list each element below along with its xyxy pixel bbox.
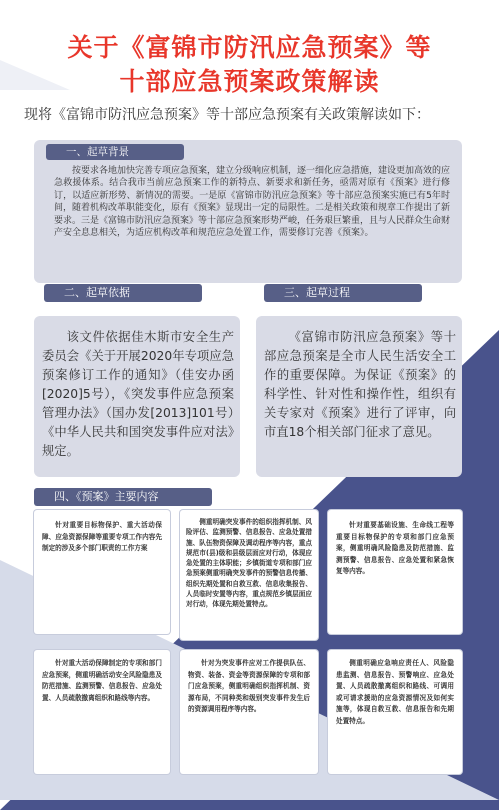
content-card-text: 针对重要基础设施、生命线工程等重要目标物保护的专项和部门应急预案，侧重明确风险隐患及防范措施、监测预警、信息报告、应急处置和紧急恢复等内容。 xyxy=(336,521,454,576)
content-card-text: 侧重明确应急响应责任人、风险隐患监测、信息报告、预警响应、应急处置、人员疏散撤离组织和路线、可调用或可请求援助的应急资源情况及如何实施等，体现自救互救、信息报告和先期处置特点。 xyxy=(336,659,454,725)
section3-heading: 三、起草过程 xyxy=(264,284,422,302)
content-card-text: 侧重明确突发事件的组织指挥机制、风险评估、监测预警、信息报告、应急处置措施、队伍物资保障及调动程序等内容，重点规范市(县)级和县级层面应对行动，体现应急处置的主体职能；乡镇街道专项和部门应急预案侧重明确突发事件的预警信息传播、组织先期处置和自救互救、信息收集报告、人员临时安置等内容，重点规范乡镇层面应对行动，体现先期处置特点。 xyxy=(186,518,312,609)
intro-text: 现将《富锦市防汛应急预案》等十部应急预案有关政策解读如下： xyxy=(24,107,430,123)
section2-heading: 二、起草依据 xyxy=(44,284,202,302)
page-title-line2: 十部应急预案政策解读 xyxy=(119,67,380,96)
section3-body: 《富锦市防汛应急预案》等十部应急预案是全市人民生活安全工作的重要保障。为保证《预案》的科学性、针对性和操作性，组织有关专家对《预案》进行了评审，向市直18个相关部门征求了意见。 xyxy=(264,330,456,439)
section4-heading: 四、《预案》主要内容 xyxy=(34,488,212,506)
section1-heading: 一、起草背景 xyxy=(46,144,184,160)
section1-body: 按要求各地加快完善专项应急预案，建立分级响应机制，逐一细化应急措施，建设更加高效的应急救援体系。结合我市当前应急预案工作的新特点、新要求和新任务，亟需对原有《预案》进行修订，以适应新形势、新情况的需要。一是原《富锦市防汛应急预案》等十部应急预案实施已有5年时间，随着机构改革职能变化，原有《预案》显现出一定的局限性。二是相关政策和规章工作提出了新要求。三是《富锦市防汛应急预案》等十部应急预案形势严峻，任务艰巨繁重，且与人民群众生命财产安全息息相关，为适应机构改革和规范应急处置工作，需要修订完善《预案》。 xyxy=(54,166,451,239)
section2-body: 该文件依据佳木斯市安全生产委员会《关于开展2020年专项应急预案修订工作的通知》（佳安办函[2020]5号），《突发事件应急预案管理办法》（国办发[2013]101号）《中华人民共和国突发事件应对法》规定。 xyxy=(42,330,234,458)
page-title-line1: 关于《富锦市防汛应急预案》等 xyxy=(67,33,432,62)
content-card-text: 针对重大活动保障制定的专项和部门应急预案，侧重明确活动安全风险隐患及防范措施、监测预警、信息报告、应急处置、人员疏散撤离组织和路线等内容。 xyxy=(42,659,162,702)
content-card-text: 针对为突发事件应对工作提供队伍、物资、装备、资金等资源保障的专项和部门应急预案，侧重明确组织指挥机制、资源布局，不同种类和级别突发事件发生后的资源调用程序等内容。 xyxy=(188,659,310,714)
content-card-text: 针对重要目标物保护、重大活动保障、应急资源保障等重要专项工作内容先制定的涉及多个部门职责的工作方案 xyxy=(42,521,162,553)
